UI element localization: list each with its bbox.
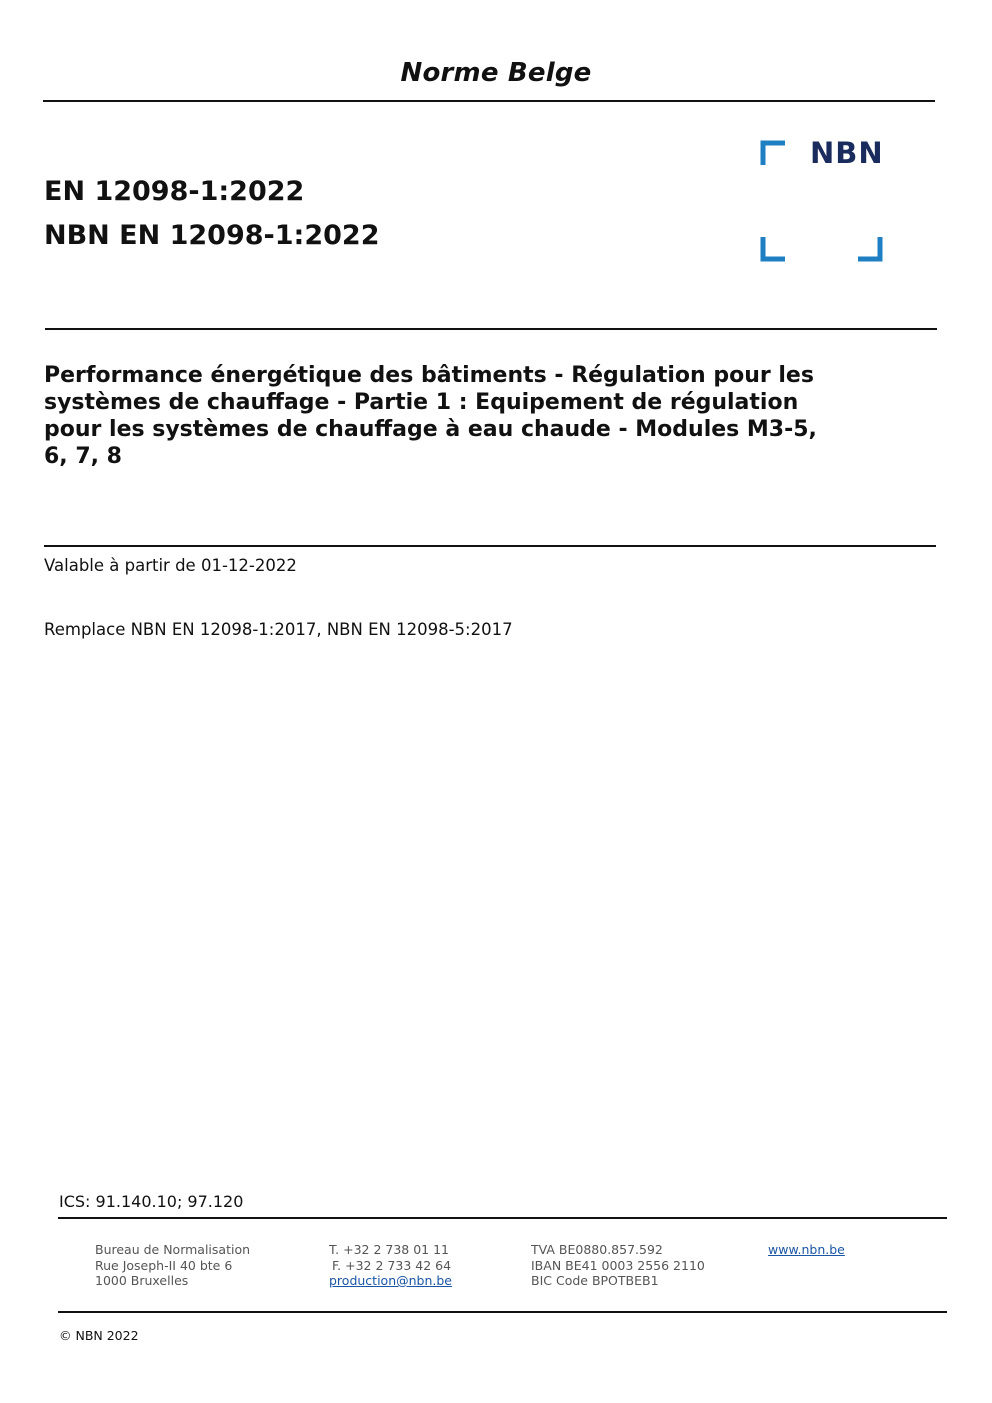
- footer-rule-bottom: [58, 1311, 947, 1313]
- iban-number: IBAN BE41 0003 2556 2110: [531, 1257, 705, 1273]
- footer-bank: [531, 1242, 705, 1289]
- title-line: pour les systèmes de chauffage à eau chaude - Modules M3-5,: [44, 417, 817, 442]
- vat-number: TVA BE0880.857.592: [531, 1242, 663, 1257]
- page-header-title: Norme Belge: [400, 58, 592, 88]
- document-title: [44, 362, 924, 470]
- validity-date: Valable à partir de 01-12-2022: [44, 556, 297, 575]
- address-line: 1000 Bruxelles: [95, 1273, 189, 1288]
- email-link[interactable]: production@nbn.be: [329, 1273, 452, 1288]
- address-line: Rue Joseph-II 40 bte 6: [95, 1257, 233, 1273]
- nbn-standard-number: NBN EN 12098-1:2022: [44, 220, 380, 251]
- footer-rule-top: [58, 1217, 947, 1219]
- header-rule: [43, 100, 935, 102]
- title-line: systèmes de chauffage - Partie 1 : Equipement de régulation: [44, 390, 799, 415]
- footer-contact: [329, 1242, 452, 1289]
- section-rule-2: [44, 545, 936, 547]
- fax-number: F. +32 2 733 42 64: [332, 1257, 452, 1273]
- title-line: 6, 7, 8: [44, 444, 122, 469]
- nbn-logo: [760, 136, 886, 266]
- copyright-notice: © NBN 2022: [59, 1328, 139, 1343]
- bic-code: BIC Code BPOTBEB1: [531, 1273, 659, 1288]
- title-line: Performance énergétique des bâtiments - Régulation pour les: [44, 363, 814, 388]
- ics-codes: ICS: 91.140.10; 97.120: [59, 1192, 244, 1211]
- footer-address: [95, 1242, 250, 1289]
- address-line: Bureau de Normalisation: [95, 1242, 251, 1257]
- website-link[interactable]: www.nbn.be: [768, 1242, 845, 1257]
- en-standard-number: EN 12098-1:2022: [44, 176, 305, 207]
- footer-website: [768, 1242, 845, 1258]
- logo-text: NBN: [810, 136, 884, 170]
- phone-number: T. +32 2 738 01 11: [329, 1242, 449, 1257]
- replaces-standards: Remplace NBN EN 12098-1:2017, NBN EN 12098-5:2017: [44, 620, 513, 639]
- section-rule-1: [45, 328, 937, 330]
